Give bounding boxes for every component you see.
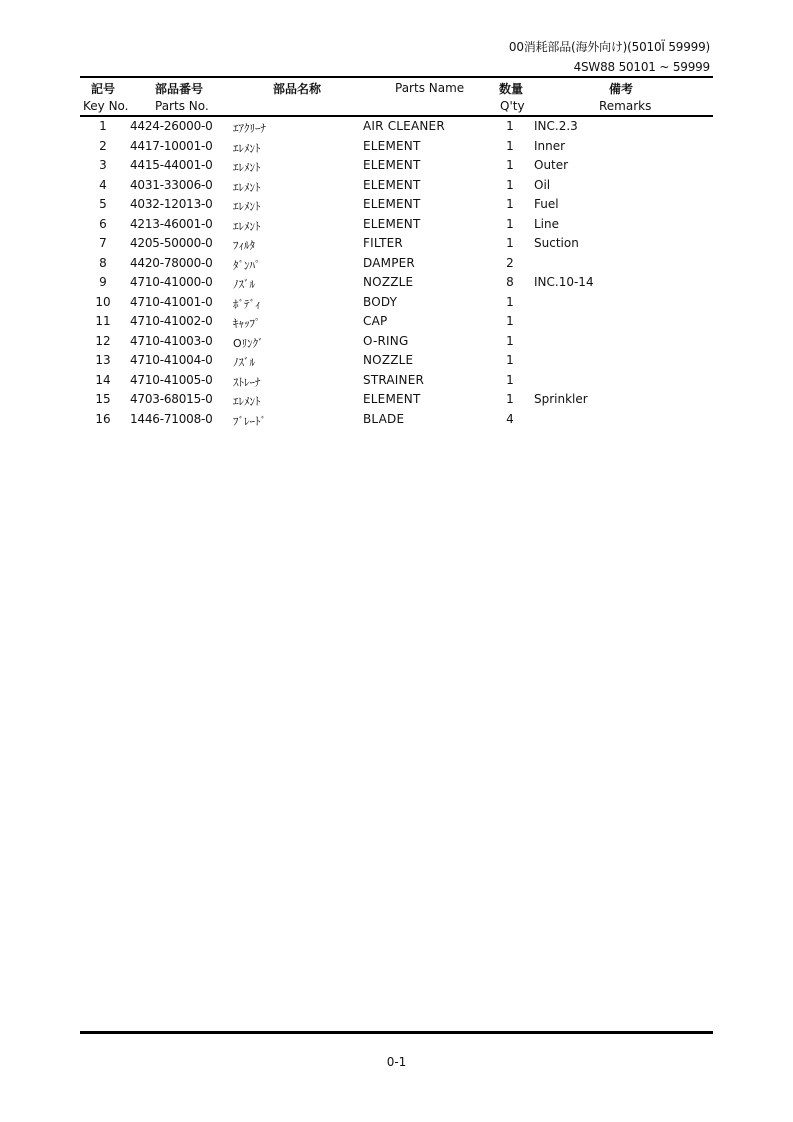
table-row (0, 118, 793, 138)
table-row (0, 352, 793, 372)
key-number: 8 (99, 255, 107, 270)
key-number: 12 (95, 333, 111, 348)
key-number: 5 (99, 197, 107, 211)
quantity: 1 (506, 392, 514, 406)
part-number: 4710-41000-0 (130, 275, 213, 289)
quantity: 8 (506, 275, 514, 289)
page-number: 0-1 (386, 1055, 407, 1069)
part-number: 4710-41005-0 (130, 372, 213, 387)
part-name-jp: ｷｬｯﾌﾟ (233, 317, 261, 330)
part-name-en: NOZZLE (363, 275, 414, 289)
quantity: 1 (506, 333, 514, 348)
key-number: 1 (99, 119, 107, 133)
part-number: 4205-50000-0 (130, 236, 213, 250)
part-name-en: AIR CLEANER (363, 119, 445, 133)
part-name-jp: ｴﾚﾒﾝﾄ (233, 200, 261, 213)
table-row (0, 255, 793, 275)
parts-table-body (0, 118, 793, 430)
quantity: 1 (506, 353, 514, 367)
part-number: 1446-71008-0 (130, 411, 213, 426)
part-no-header-jp: 部品番号 (155, 82, 204, 96)
key-number: 10 (95, 294, 111, 309)
remarks: Outer (534, 158, 569, 172)
part-name-header-en: Parts Name (395, 81, 465, 95)
part-number: 4417-10001-0 (130, 138, 213, 153)
part-name-en: ELEMENT (363, 138, 421, 153)
part-name-jp: ｴｱｸﾘｰﾅ (233, 122, 266, 135)
part-number: 4703-68015-0 (130, 392, 213, 406)
part-name-jp: ｴﾚﾒﾝﾄ (233, 141, 261, 155)
part-name-jp: ｴﾚﾒﾝﾄ (233, 161, 261, 174)
part-name-jp: ﾌｨﾙﾀ (233, 239, 255, 252)
part-number: 4424-26000-0 (130, 119, 213, 133)
part-name-en: ELEMENT (363, 177, 421, 192)
part-name-jp: ﾎﾞﾃﾞｨ (233, 297, 261, 311)
part-name-jp: ｴﾚﾒﾝﾄ (233, 219, 261, 233)
table-row (0, 333, 793, 353)
part-name-jp: ﾌﾞﾚｰﾄﾞ (233, 414, 266, 428)
part-name-en: DAMPER (363, 255, 415, 270)
serial-range: 4SW88 50101 ~ 59999 (573, 60, 710, 74)
part-name-jp: ｴﾚﾒﾝﾄ (233, 395, 261, 408)
qty-header-en: Q'ty (500, 99, 525, 113)
key-number: 6 (99, 216, 107, 231)
remarks: Sprinkler (534, 392, 588, 406)
part-name-en: STRAINER (363, 372, 425, 387)
part-number: 4420-78000-0 (130, 255, 213, 270)
part-number: 4031-33006-0 (130, 177, 213, 192)
remarks-header-en: Remarks (599, 99, 652, 113)
key-number: 16 (95, 411, 111, 426)
table-row (0, 313, 793, 333)
key-header-jp: 記号 (91, 82, 116, 96)
quantity: 1 (506, 158, 514, 172)
key-number: 9 (99, 275, 107, 289)
quantity: 1 (506, 138, 514, 153)
table-row (0, 391, 793, 411)
part-number: 4213-46001-0 (130, 216, 213, 231)
remarks: Fuel (534, 197, 559, 211)
quantity: 1 (506, 294, 514, 309)
part-name-en: CAP (363, 314, 388, 328)
part-name-en: BODY (363, 294, 398, 309)
part-name-en: FILTER (363, 236, 403, 250)
key-number: 13 (95, 353, 111, 367)
table-row (0, 294, 793, 314)
table-row (0, 196, 793, 216)
quantity: 1 (506, 177, 514, 192)
quantity: 1 (506, 119, 514, 133)
remarks: Oil (534, 177, 551, 192)
key-number: 7 (99, 236, 107, 250)
quantity: 2 (506, 255, 514, 270)
quantity: 4 (506, 411, 514, 426)
part-number: 4710-41003-0 (130, 333, 213, 348)
table-row (0, 274, 793, 294)
part-name-en: ELEMENT (363, 158, 421, 172)
part-name-jp: ﾉｽﾞﾙ (233, 278, 255, 291)
part-name-jp: ﾀﾞﾝﾊﾟ (233, 258, 261, 272)
key-number: 14 (95, 372, 111, 387)
part-number: 4032-12013-0 (130, 197, 213, 211)
key-number: 4 (99, 177, 107, 192)
part-number: 4415-44001-0 (130, 158, 213, 172)
key-number: 11 (95, 314, 111, 328)
table-row (0, 177, 793, 197)
footer-rule (80, 1031, 713, 1034)
part-no-header-en: Parts No. (155, 99, 209, 113)
part-name-en: NOZZLE (363, 353, 414, 367)
part-name-jp: Oﾘﾝｸﾞ (233, 336, 264, 350)
remarks: INC.2.3 (534, 119, 578, 133)
top-rule (80, 76, 713, 78)
key-number: 3 (99, 158, 107, 172)
table-row (0, 411, 793, 431)
part-name-en: ELEMENT (363, 392, 421, 406)
qty-header-jp: 数量 (499, 82, 524, 96)
key-number: 15 (95, 392, 111, 406)
part-number: 4710-41004-0 (130, 353, 213, 367)
header-rule (80, 115, 713, 117)
quantity: 1 (506, 236, 514, 250)
remarks: Inner (534, 138, 566, 153)
part-name-jp: ﾉｽﾞﾙ (233, 356, 255, 369)
table-row (0, 138, 793, 158)
part-name-jp: ｽﾄﾚｰﾅ (233, 375, 261, 389)
table-row (0, 372, 793, 392)
remarks-header-jp: 備考 (609, 82, 634, 96)
part-name-jp: ｴﾚﾒﾝﾄ (233, 180, 261, 194)
quantity: 1 (506, 372, 514, 387)
catalog-section-title: 00消耗部品(海外向け)(5010Ï 59999) (508, 40, 710, 54)
part-name-en: O-RING (363, 333, 409, 348)
part-number: 4710-41001-0 (130, 294, 213, 309)
quantity: 1 (506, 216, 514, 231)
table-row (0, 216, 793, 236)
quantity: 1 (506, 314, 514, 328)
key-header-en: Key No. (83, 99, 129, 113)
table-row (0, 157, 793, 177)
part-name-en: ELEMENT (363, 197, 421, 211)
quantity: 1 (506, 197, 514, 211)
part-number: 4710-41002-0 (130, 314, 213, 328)
table-row (0, 235, 793, 255)
key-number: 2 (99, 138, 107, 153)
remarks: Line (534, 216, 560, 231)
remarks: INC.10-14 (534, 275, 594, 289)
part-name-en: ELEMENT (363, 216, 421, 231)
remarks: Suction (534, 236, 579, 250)
part-name-header-jp: 部品名称 (273, 82, 322, 96)
part-name-en: BLADE (363, 411, 405, 426)
